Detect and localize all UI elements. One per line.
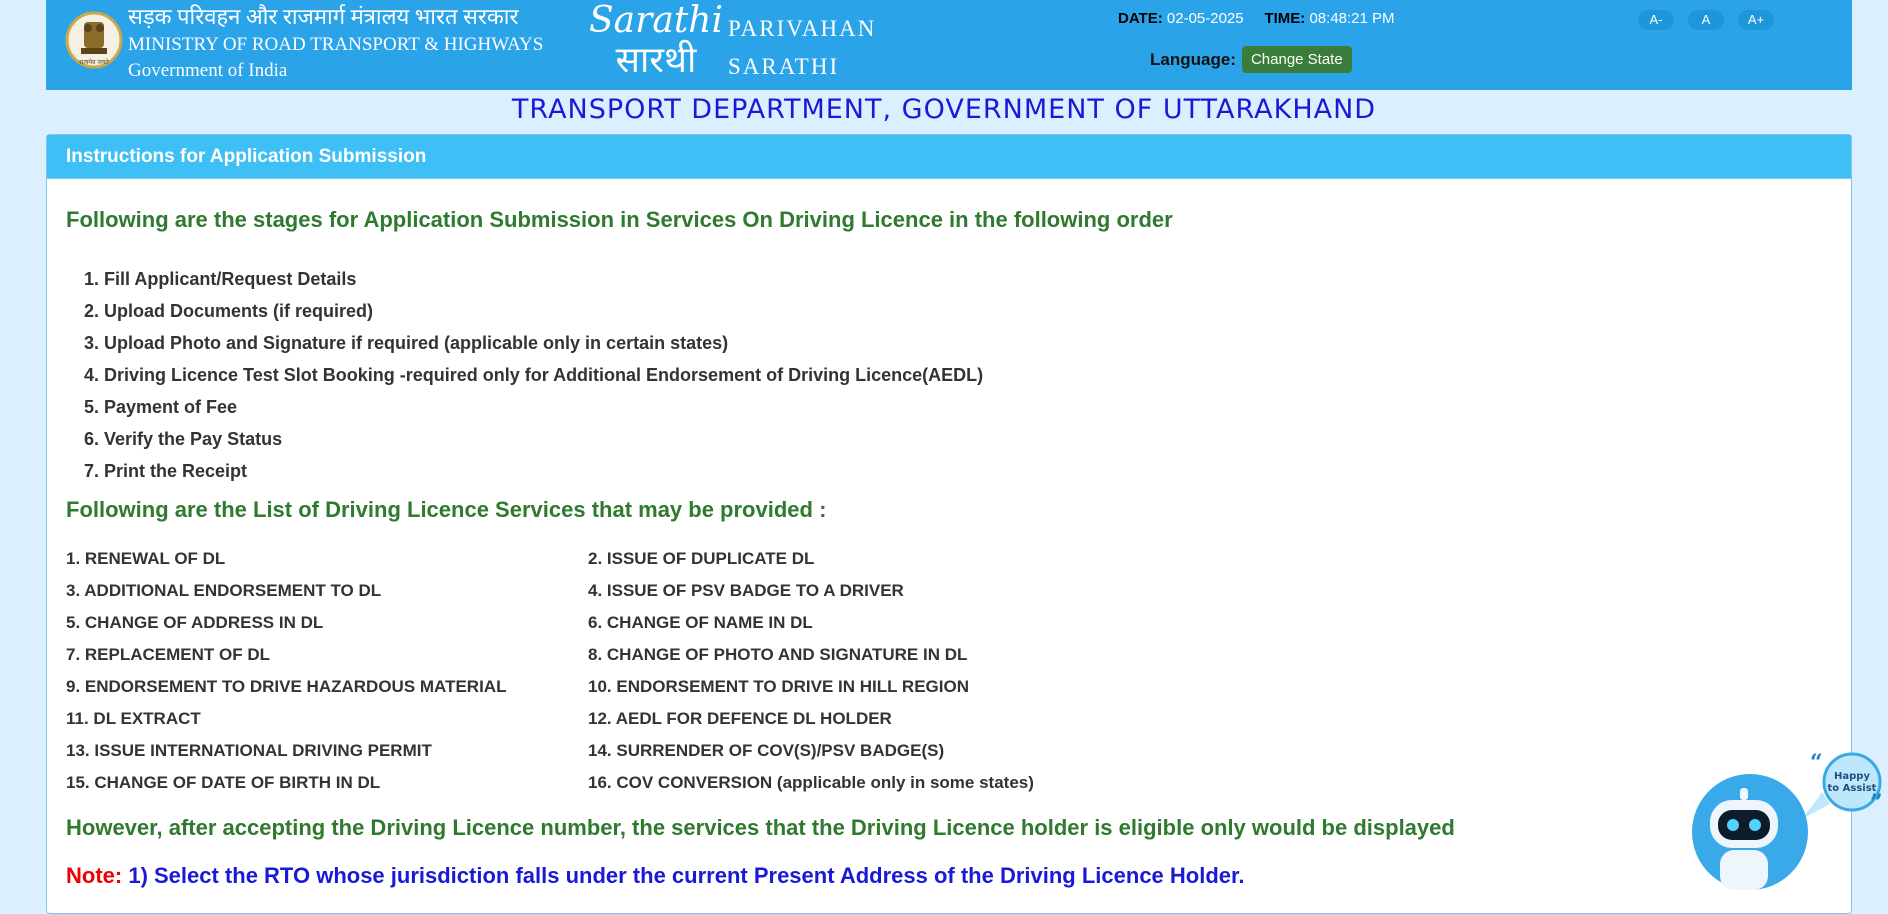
panel-title: Instructions for Application Submission [47,135,1851,179]
instructions-panel [46,134,1852,914]
chatbot-bubble-line-2: to Assist [1827,783,1877,794]
eligibility-note: However, after accepting the Driving Licence number, the services that the Driving Licence holder is eligible only would be displayed [66,815,1455,840]
note-label: Note: [66,863,123,888]
svg-text:“: “ [1810,750,1823,776]
language-label: Language: [1150,49,1236,69]
svg-text:सारथी: सारथी [615,40,697,81]
department-title: TRANSPORT DEPARTMENT, GOVERNMENT OF UTTARAKHAND [511,94,1377,125]
services-row [66,575,1166,607]
service-item: 5. CHANGE OF ADDRESS IN DL [66,613,324,632]
time-label: TIME: [1264,10,1306,27]
date-value: 02-05-2025 [1166,10,1244,27]
sarathi-logo-icon [589,0,726,84]
list-item: 5. Payment of Fee [84,397,238,417]
services-heading: Following are the List of Driving Licence Services that may be provided : [66,497,827,522]
service-item: 9. ENDORSEMENT TO DRIVE HAZARDOUS MATERIAL [66,677,507,696]
service-item: 11. DL EXTRACT [66,709,201,728]
service-item: 6. CHANGE OF NAME IN DL [588,613,813,632]
list-item: 7. Print the Receipt [84,461,248,481]
portal-name [728,10,876,86]
time-value: 08:48:21 PM [1309,10,1395,27]
font-decrease-button[interactable]: A- [1638,10,1674,30]
font-increase-button[interactable]: A+ [1738,10,1774,30]
ministry-english: MINISTRY OF ROAD TRANSPORT & HIGHWAYS [128,34,544,55]
stages-list [84,263,983,487]
service-item: 14. SURRENDER OF COV(S)/PSV BADGE(S) [588,741,945,760]
service-item: 4. ISSUE OF PSV BADGE TO A DRIVER [588,581,904,600]
services-row [66,607,1166,639]
portal-line-2: SARATHI [728,54,840,79]
services-row [66,543,1166,575]
service-item: 7. REPLACEMENT OF DL [66,645,271,664]
chatbot-assistant-icon[interactable] [1690,750,1883,895]
service-item: 3. ADDITIONAL ENDORSEMENT TO DL [66,581,382,600]
svg-text:सत्यमेव जयते: सत्यमेव जयते [79,59,109,66]
list-item: 3. Upload Photo and Signature if required (applicable only in certain states) [84,333,729,353]
list-item: 2. Upload Documents (if required) [84,301,374,321]
services-row [66,639,1166,671]
service-item: 10. ENDORSEMENT TO DRIVE IN HILL REGION [588,677,969,696]
list-item: 4. Driving Licence Test Slot Booking -required only for Additional Endorsement of Driving Licence(AEDL) [84,365,984,385]
rto-note [66,863,1244,889]
services-row [66,671,1166,703]
svg-text:”: ” [1870,790,1883,816]
site-header [46,0,1852,90]
ministry-block [128,2,543,84]
date-label: DATE: [1118,10,1163,27]
list-item: 1. Fill Applicant/Request Details [84,269,357,289]
government-label: Government of India [128,60,288,81]
service-item: 1. RENEWAL OF DL [66,549,226,568]
font-normal-button[interactable]: A [1688,10,1724,30]
national-emblem-icon [66,2,122,80]
service-item: 15. CHANGE OF DATE OF BIRTH IN DL [66,773,381,792]
language-row [1150,46,1352,73]
change-state-button[interactable]: Change State [1242,46,1352,73]
service-item: 12. AEDL FOR DEFENCE DL HOLDER [588,709,892,728]
portal-line-1: PARIVAHAN [728,16,877,41]
font-size-controls [1638,10,1774,30]
note-text: 1) Select the RTO whose jurisdiction falls under the current Present Address of the Driving Licence Holder. [122,863,1245,888]
services-row [66,767,1166,799]
date-time [1118,10,1395,27]
stages-heading: Following are the stages for Application Submission in Services On Driving Licence in the following order [66,207,1173,232]
service-item: 2. ISSUE OF DUPLICATE DL [588,549,815,568]
services-row [66,703,1166,735]
ministry-hindi: सड़क परिवहन और राजमार्ग मंत्रालय भारत सरकार [128,4,519,29]
svg-text:Sarathi: Sarathi [589,0,723,41]
service-item: 8. CHANGE OF PHOTO AND SIGNATURE IN DL [588,645,968,664]
chatbot-bubble-line-1: Happy [1834,771,1870,782]
service-item: 16. COV CONVERSION (applicable only in some states) [588,773,1034,792]
service-item: 13. ISSUE INTERNATIONAL DRIVING PERMIT [66,741,432,760]
list-item: 6. Verify the Pay Status [84,429,283,449]
services-row [66,735,1166,767]
services-list [66,543,1166,799]
